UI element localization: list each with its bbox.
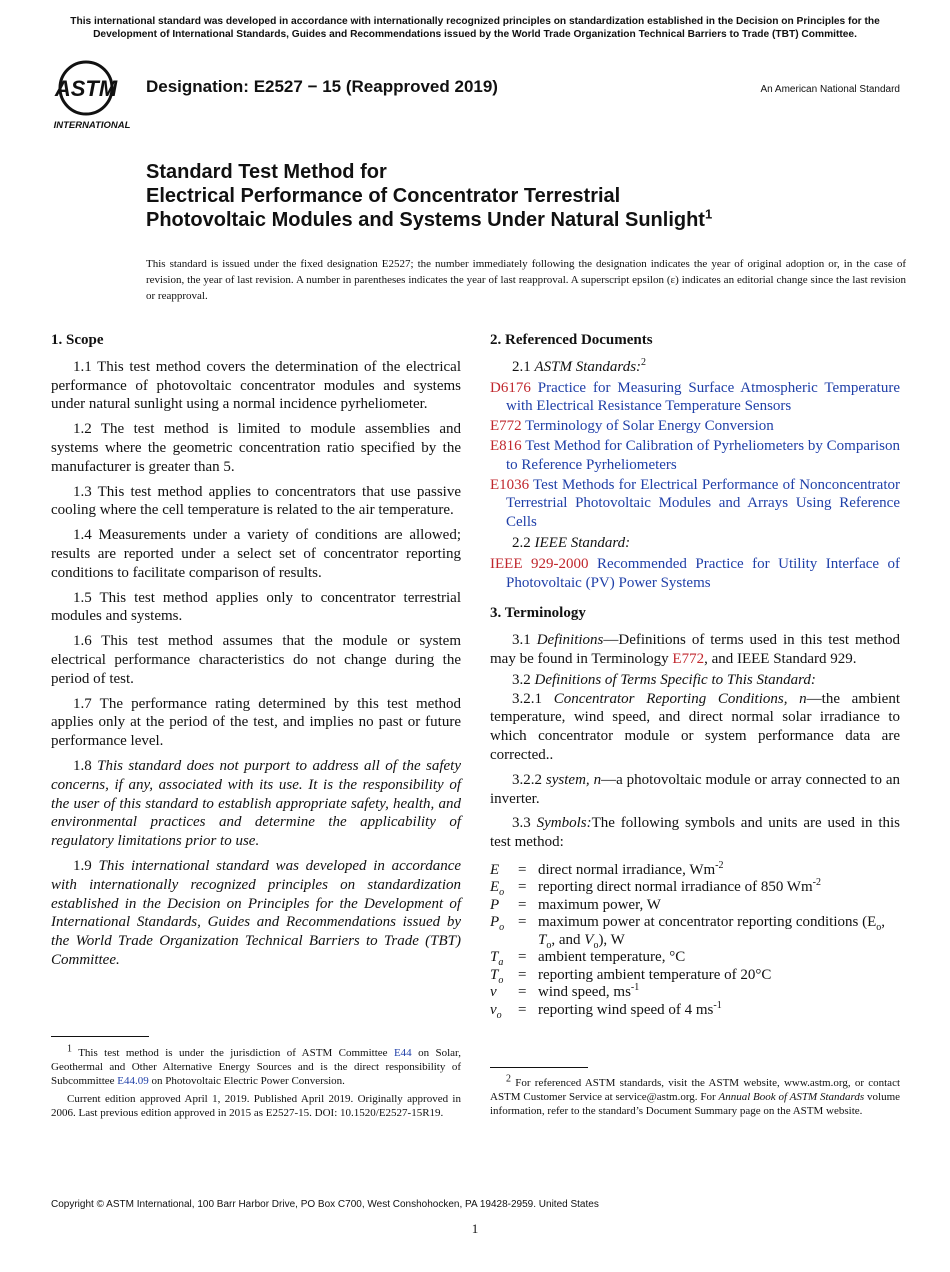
footnotes-left	[51, 1043, 462, 1124]
terminology-link[interactable]: E772	[672, 650, 705, 667]
paragraph-1-3: 1.3 This test method applies to concentrators that use passive cooling where the cell temperature is related to the air temperature.	[51, 483, 461, 519]
designation	[146, 77, 498, 97]
paragraph-1-2: 1.2 The test method is limited to module assemblies and systems where the geometric concentration ratio specified by the manufacturer is greater than 5.	[51, 421, 461, 475]
footnotes-right	[490, 1073, 901, 1122]
copyright-notice: Copyright © ASTM International, 100 Barr Harbor Drive, PO Box C700, West Conshohocken, PA 19428-2959. United States	[51, 1199, 599, 1210]
title-line-2: Electrical Performance of Concentrator Terrestrial	[146, 185, 621, 207]
page-number: 1	[471, 1221, 479, 1236]
paragraph-1-1: 1.1 This test method covers the determination of the electrical performance of photovoltaic concentrator modules and systems under natural sunlight using a normal incidence pyrheliometer.	[51, 358, 461, 413]
logo-subtext: INTERNATIONAL	[53, 120, 131, 131]
paragraph-3-2-1: 3.2.1 Concentrator Reporting Conditions, n—the ambient temperature, wind speed, and direct normal solar irradiance to which concentrator module or system performance data are corrected..	[490, 690, 900, 763]
footnote-1: $^1$ This test method is under the jurisdiction of ASTM Committee E44 on Solar, Geothermal and Other Alternative Energy Sources and is the direct responsibility of Subcommittee E44.09 on Photovoltaic Electric Power Conversion.	[51, 1043, 462, 1087]
reference-title-link[interactable]: Terminology of Solar Energy Conversion	[525, 418, 774, 435]
symbol-row: $v_o$ = reporting wind speed of 4 $ms^{-1}$	[490, 999, 722, 1021]
designation-code: E2527 − 15 (Reapproved 2019)	[253, 77, 498, 96]
section-heading-referenced-documents: 2. Referenced Documents	[490, 332, 653, 348]
designation-label: Designation:	[146, 77, 249, 96]
footnote-mark-2[interactable]: 2	[641, 356, 647, 368]
reference-title-link[interactable]: Test Method for Calibration of Pyrheliometers by Comparison to Reference Pyrheliometers	[506, 437, 900, 473]
reference-code-link[interactable]: E1036	[490, 476, 530, 493]
reference-item	[490, 379, 900, 417]
paragraph-1-9: 1.9 This international standard was developed in accordance with internationally recognized principles on standardization established in the Decision on Principles for the Development of International Standards, Guides and Recommendations issued by the World Trade Organization Technical Barriers to Trade (TBT) Committee.	[51, 857, 462, 968]
paragraph-1-7: 1.7 The performance rating determined by this test method applies only at the period of the test, and implies no past or future performance level.	[51, 695, 461, 750]
footnote-divider	[490, 1067, 588, 1068]
footnote-2: $^2$ For referenced ASTM standards, visit the ASTM website, www.astm.org, or contact ASTM Customer Service at service@astm.org. For Annual Book of ASTM Standards volume information, refer to the standard’s Document Summary page on the ASTM website.	[490, 1073, 901, 1117]
paragraph-1-6: 1.6 This test method assumes that the module or system electrical performance characteristics do not change during the period of test.	[51, 633, 461, 687]
section-heading-terminology: 3. Terminology	[490, 605, 586, 622]
astm-standards-label: 2.1 ASTM Standards:$^2$	[512, 356, 647, 375]
reference-code-link[interactable]: IEEE 929-2000	[490, 555, 589, 572]
symbol-row: P = maximum power, W	[490, 896, 661, 913]
section-heading-scope: 1. Scope	[51, 332, 104, 348]
reference-item	[490, 555, 900, 593]
left-column	[51, 331, 461, 976]
footnote-divider	[51, 1036, 149, 1037]
title-footnote-mark[interactable]: 1	[704, 206, 713, 222]
reference-title-link[interactable]: Practice for Measuring Surface Atmospheric Temperature with Electrical Resistance Temperature Sensors	[506, 379, 900, 415]
subcommittee-link[interactable]: E44.09	[117, 1075, 149, 1087]
symbol-row: $T_o$ = reporting ambient temperature of 20°C	[490, 966, 772, 986]
right-column	[490, 331, 900, 1019]
logo-text: ASTM	[54, 76, 118, 101]
footnote-edition: Current edition approved April 1, 2019. Published April 2019. Originally approved in 2006. Last previous edition approved in 2015 as E2527-15. DOI: 10.1520/E2527-15R19.	[51, 1093, 461, 1119]
symbol-row: E = direct normal irradiance, $Wm^{-2}$	[490, 859, 724, 878]
paragraph-3-2-2: 3.2.2 system, n—a photovoltaic module or array connected to an inverter.	[490, 771, 901, 807]
title-line-1: Standard Test Method for	[146, 161, 387, 183]
reference-title-link[interactable]: Recommended Practice for Utility Interface of Photovoltaic (PV) Power Systems	[506, 555, 901, 591]
ieee-standard-label: 2.2 IEEE Standard:	[512, 534, 631, 551]
reference-code-link[interactable]: D6176	[490, 379, 531, 396]
reference-code-link[interactable]: E816	[490, 437, 522, 454]
document-title	[146, 160, 906, 232]
national-standard-label: An American National Standard	[760, 84, 900, 95]
issued-note: This standard is issued under the fixed designation E2527; the number immediately following the designation indicates the year of original adoption or, in the case of revision, the year of last revision. A number in parentheses indicates the year of last reapproval. A superscript epsilon (ε) indicates an editorial change since the last revision or reapproval.	[146, 258, 906, 302]
paragraph-1-8: 1.8 This standard does not purport to address all of the safety concerns, if any, associated with its use. It is the responsibility of the user of this standard to establish appropriate safety, health, and environmental practices and determine the applicability of regulatory limitations prior to use.	[51, 757, 462, 850]
paragraph-3-2: 3.2 Definitions of Terms Specific to This Standard:	[512, 671, 816, 688]
title-line-3: Photovoltaic Modules and Systems Under Natural Sunlight$^1$	[146, 206, 713, 231]
paragraph-1-4: 1.4 Measurements under a variety of conditions are allowed; results are reported under a select set of concentrator reporting conditions to facilitate comparison of results.	[51, 527, 461, 581]
symbol-row: $T_a$ = ambient temperature, °C	[490, 949, 686, 969]
reference-item	[490, 437, 900, 475]
committee-link[interactable]: E44	[393, 1047, 412, 1059]
symbol-row: $P_o$ = maximum power at concentrator reporting conditions ($E_o$, $T_o$, and $V_o$), W	[490, 914, 885, 951]
paragraph-1-5: 1.5 This test method applies only to concentrator terrestrial modules and systems.	[51, 589, 461, 625]
astm-logo	[50, 56, 134, 132]
reference-item	[490, 417, 900, 436]
reference-title-link[interactable]: Test Methods for Electrical Performance of Nonconcentrator Terrestrial Photovoltaic Modules and Arrays Using Reference Cells	[506, 476, 901, 531]
paragraph-3-3: 3.3 Symbols:The following symbols and units are used in this test method:	[490, 815, 901, 851]
top-notice: This international standard was developed in accordance with internationally recognized principles on standardization established in the Decision on Principles for the Development of International Standards, Guides and Recommendations issued by the World Trade Organization Technical Barriers to Trade (TBT) Committee.	[70, 16, 880, 40]
symbols-table	[490, 859, 900, 1021]
paragraph-3-1: 3.1 Definitions—Definitions of terms used in this test method may be found in Terminology E772, and IEEE Standard 929.	[490, 632, 900, 667]
reference-code-link[interactable]: E772	[490, 418, 522, 435]
symbol-row: $E_o$ = reporting direct normal irradiance of 850 $Wm^{-2}$	[490, 877, 821, 899]
symbol-row: v = wind speed, $ms^{-1}$	[490, 982, 640, 1001]
reference-item	[490, 476, 900, 532]
